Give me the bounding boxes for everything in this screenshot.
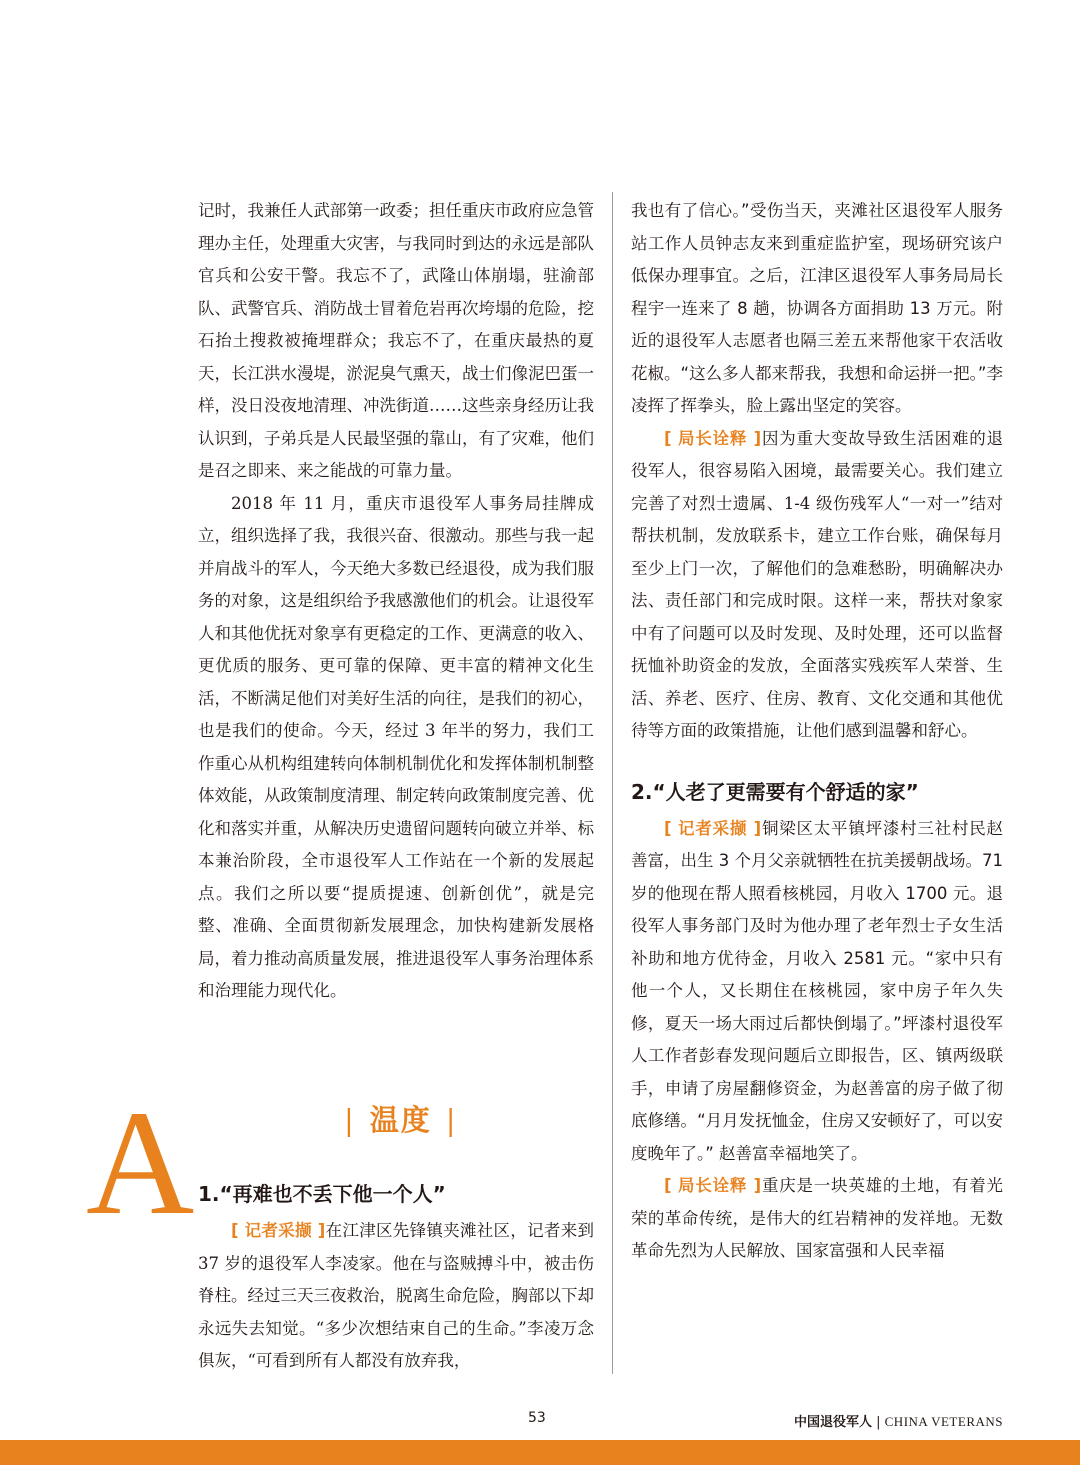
page-number: 53 bbox=[528, 1410, 546, 1426]
section-title-text: 温度 bbox=[369, 1103, 432, 1137]
section-letter: A bbox=[86, 1080, 195, 1246]
body-paragraph bbox=[198, 1215, 594, 1378]
reporter-tag: [ 记者采撷 ] bbox=[664, 818, 762, 838]
director-tag: [ 局长诠释 ] bbox=[664, 1176, 762, 1195]
body-paragraph bbox=[631, 1170, 1003, 1268]
brand-en: CHINA VETERANS bbox=[884, 1414, 1003, 1429]
section-title bbox=[330, 1098, 472, 1139]
left-column bbox=[198, 195, 594, 1008]
director-tag: [ 局长诠释 ] bbox=[664, 428, 762, 448]
body-paragraph bbox=[631, 813, 1003, 1171]
right-column bbox=[631, 195, 1003, 1268]
paragraph-text: 因为重大变故导致生活困难的退役军人，很容易陷入困境，最需要关心。我们建立完善了对烈士遗属、1-4 级伤残军人“一对一”结对帮扶机制，发放联系卡，建立工作台账，确保每月至少上门一次，了解他们的急难愁盼，明确解决办法、责任部门和完成时限。这样一来，帮扶对象家中有了问题可以及时发现、及时处理，还可以监督抚恤补助资金的发放，全面落实残疾军人荣誉、生活、养老、医疗、住房、教育、文化交通和其他优待等方面的政策措施，让他们感到温馨和舒心。 bbox=[631, 428, 1003, 740]
title-bar-left: | bbox=[344, 1103, 356, 1137]
body-paragraph bbox=[631, 423, 1003, 748]
magazine-brand bbox=[794, 1411, 1003, 1430]
paragraph-text: 在江津区先锋镇夹滩社区，记者来到 37 岁的退役军人李凌家。他在与盗贼搏斗中，被击伤脊柱。经过三天三夜救治，脱离生命危险，胸部以下却永远失去知觉。“多少次想结束自己的生命。”李凌万念俱灰，“可看到所有人都没有放弃我， bbox=[198, 1221, 594, 1370]
brand-cn: 中国退役军人 bbox=[793, 1415, 872, 1430]
subsection-heading: 1.“再难也不丢下他一个人” bbox=[198, 1182, 446, 1206]
reporter-tag: [ 记者采撷 ] bbox=[231, 1221, 326, 1240]
column-divider bbox=[612, 192, 613, 1374]
paragraph-text: 铜梁区太平镇坪漆村三社村民赵善富，出生 3 个月父亲就牺牲在抗美援朝战场。71 岁的他现在帮人照看核桃园，月收入 1700 元。退役军人事务部门及时为他办理了老年烈士子女生活补助和地方优待金，月收入 2581 元。“家中只有他一个人，又长期住在核桃园，家中房子年久失修，夏天一场大雨过后都快倒塌了。”坪漆村退役军人工作者彭春发现问题后立即报告，区、镇两级联手，申请了房屋翻修资金，为赵善富的房子做了彻底修缮。“月月发抚恤金，住房又安顿好了，可以安度晚年了。” 赵善富幸福地笑了。 bbox=[631, 818, 1003, 1163]
body-paragraph: 2018 年 11 月，重庆市退役军人事务局挂牌成立，组织选择了我，我很兴奋、很激动。那些与我一起并肩战斗的军人，今天绝大多数已经退役，成为我们服务的对象，这是组织给予我感激他们的机会。让退役军人和其他优抚对象享有更稳定的工作、更满意的收入、更优质的服务、更可靠的保障、更丰富的精神文化生活，不断满足他们对美好生活的向往，是我们的初心，也是我们的使命。今天，经过 3 年半的努力，我们工作重心从机构组建转向体制机制优化和发挥体制机制整体效能，从政策制度清理、制定转向政策制度完善、优化和落实并重，从解决历史遗留问题转向破立并举、标本兼治阶段，全市退役军人工作站在一个新的发展起点。我们之所以要“提质提速、创新创优”，就是完整、准确、全面贯彻新发展理念，加快构建新发展格局，着力推动高质量发展，推进退役军人事务治理体系和治理能力现代化。 bbox=[198, 493, 594, 1000]
footer-accent-bar bbox=[0, 1440, 1080, 1465]
body-paragraph: 我也有了信心。”受伤当天，夹滩社区退役军人服务站工作人员钟志友来到重症监护室，现场研究该户低保办理事宜。之后，江津区退役军人事务局局长程宇一连来了 8 趟，协调各方面捐助 13 万元。附近的退役军人志愿者也隔三差五来帮他家干农活收花椒。“这么多人都来帮我，我想和命运拼一把。”李凌挥了挥拳头，脸上露出坚定的笑容。 bbox=[631, 201, 1003, 415]
paragraph-text: 重庆是一块英雄的土地，有着光荣的革命传统，是伟大的红岩精神的发祥地。无数革命先烈为人民解放、国家富强和人民幸福 bbox=[631, 1176, 1003, 1260]
title-bar-right: | bbox=[445, 1103, 458, 1137]
brand-separator: | bbox=[876, 1415, 881, 1430]
subsection-heading: 2.“人老了更需要有个舒适的家” bbox=[631, 779, 919, 804]
body-paragraph: 记时，我兼任人武部第一政委；担任重庆市政府应急管理办主任，处理重大灾害，与我同时到达的永远是部队官兵和公安干警。我忘不了，武隆山体崩塌，驻渝部队、武警官兵、消防战士冒着危岩再次垮塌的危险，挖石抬土搜救被掩埋群众；我忘不了，在重庆最热的夏天，长江洪水漫堤，淤泥臭气熏天，战士们像泥巴蛋一样，没日没夜地清理、冲洗街道……这些亲身经历让我认识到，子弟兵是人民最坚强的靠山，有了灾难，他们是召之即来、来之能战的可靠力量。 bbox=[198, 201, 594, 480]
subsection-1 bbox=[198, 1178, 594, 1378]
